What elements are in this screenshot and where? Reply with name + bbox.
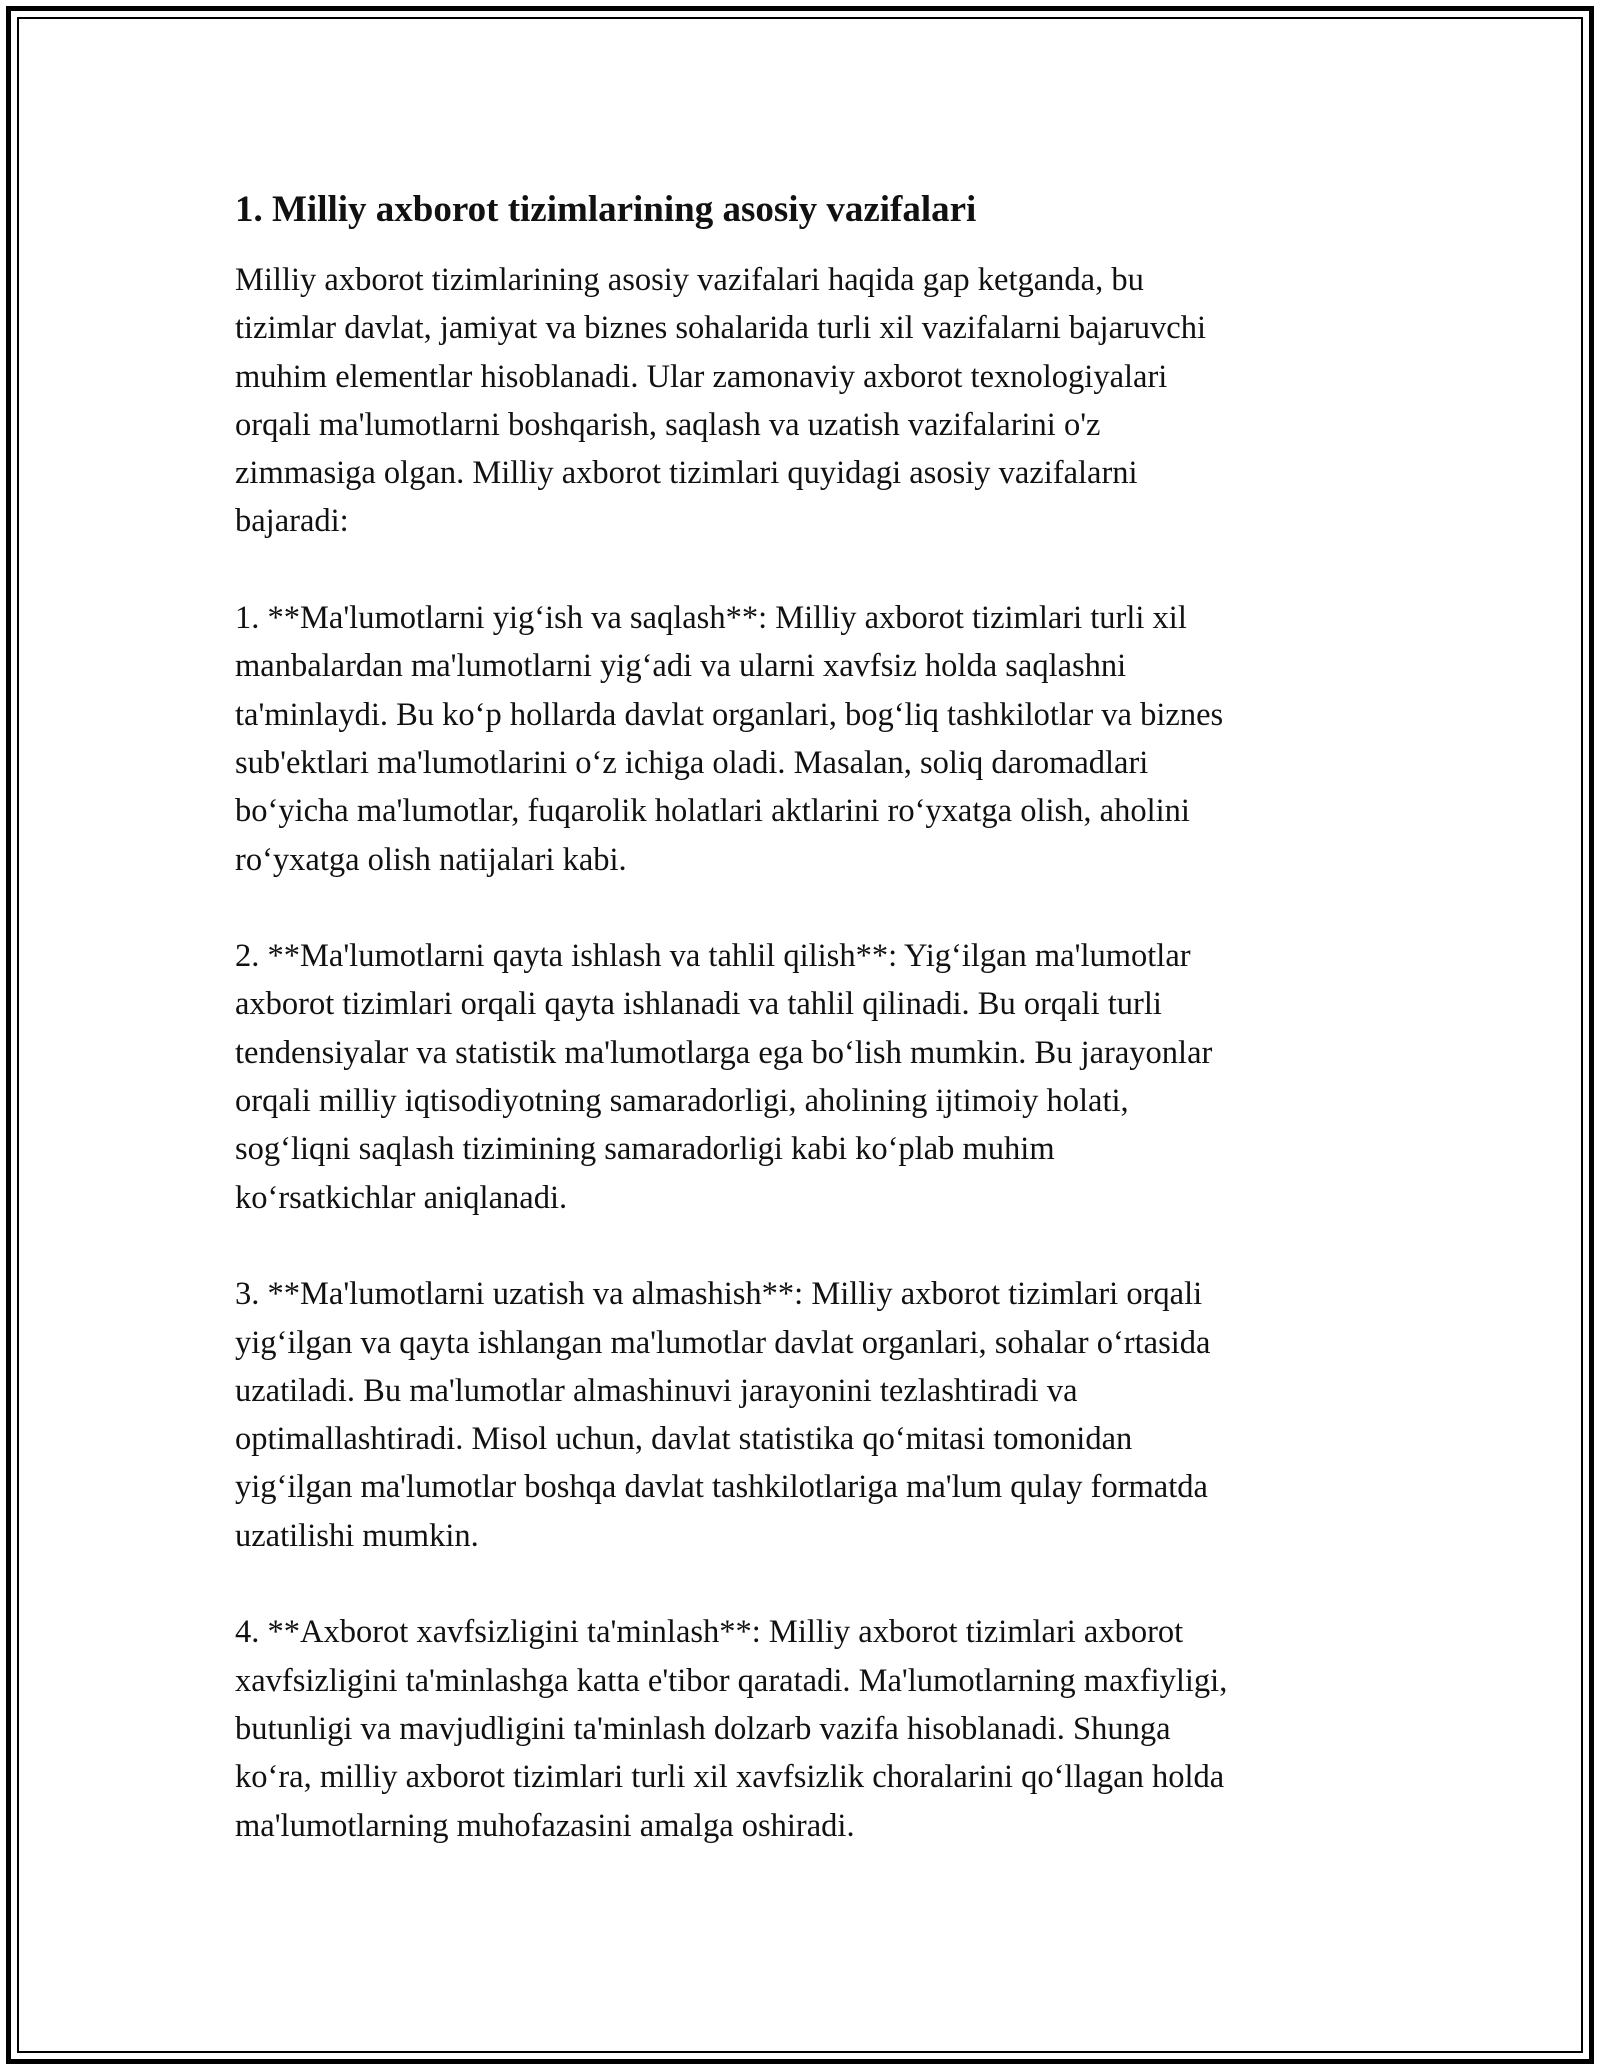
list-item-paragraph: 3. **Ma'lumotlarni uzatish va almashish**: Milliy axborot tizimlari orqali yig‘ilgan va qayta ishlangan ma'lumotlar davlat organlari, sohalar o‘rtasida uzatiladi. Bu ma'lumotlar almashinuvi jarayonini tezlashtiradi va optimallashtiradi. Misol uchun, davlat statistika qo‘mitasi tomonidan yig‘ilgan ma'lumotlar boshqa davlat tashkilotlariga ma'lum qulay formatda uzatilishi mumkin. (235, 1276, 1211, 1554)
intro-paragraph: Milliy axborot tizimlarining asosiy vazifalari haqida gap ketganda, bu tizimlar davlat, jamiyat va biznes sohalarida turli xil vazifalarni bajaruvchi muhim elementlar hisoblanadi. Ular zamonaviy axborot texnologiyalari orqali ma'lumotlarni boshqarish, saqlash va uzatish vazifalarini o'z zimmasiga olgan. Milliy axborot tizimlari quyidagi asosiy vazifalarni bajaradi: (235, 262, 1207, 540)
document-body (235, 186, 1375, 1898)
list-item-paragraph: 2. **Ma'lumotlarni qayta ishlash va tahlil qilish**: Yig‘ilgan ma'lumotlar axborot tizimlari orqali qayta ishlanadi va tahlil qilinadi. Bu orqali turli tendensiyalar va statistik ma'lumotlarga ega bo‘lish mumkin. Bu jarayonlar orqali milliy iqtisodiyotning samaradorligi, aholining ijtimoiy holati, sog‘liqni saqlash tizimining samaradorligi kabi ko‘plab muhim ko‘rsatkichlar aniqlanadi. (235, 938, 1213, 1216)
list-item-paragraph: 4. **Axborot xavfsizligini ta'minlash**: Milliy axborot tizimlari axborot xavfsizligini ta'minlashga katta e'tibor qaratadi. Ma'lumotlarning maxfiyligi, butunligi va mavjudligini ta'minlash dolzarb vazifa hisoblanadi. Shunga ko‘ra, milliy axborot tizimlari turli xil xavfsizlik choralarini qo‘llagan holda ma'lumotlarning muhofazasini amalga oshiradi. (235, 1614, 1228, 1844)
list-item-paragraph: 1. **Ma'lumotlarni yig‘ish va saqlash**: Milliy axborot tizimlari turli xil manbalardan ma'lumotlarni yig‘adi va ularni xavfsiz holda saqlashni ta'minlaydi. Bu ko‘p hollarda davlat organlari, bog‘liq tashkilotlar va biznes sub'ektlari ma'lumotlarini o‘z ichiga oladi. Masalan, soliq daromadlari bo‘yicha ma'lumotlar, fuqarolik holatlari aktlarini ro‘yxatga olish, aholini ro‘yxatga olish natijalari kabi. (235, 600, 1224, 878)
section-heading: 1. Milliy axborot tizimlarining asosiy vazifalari (235, 189, 977, 230)
